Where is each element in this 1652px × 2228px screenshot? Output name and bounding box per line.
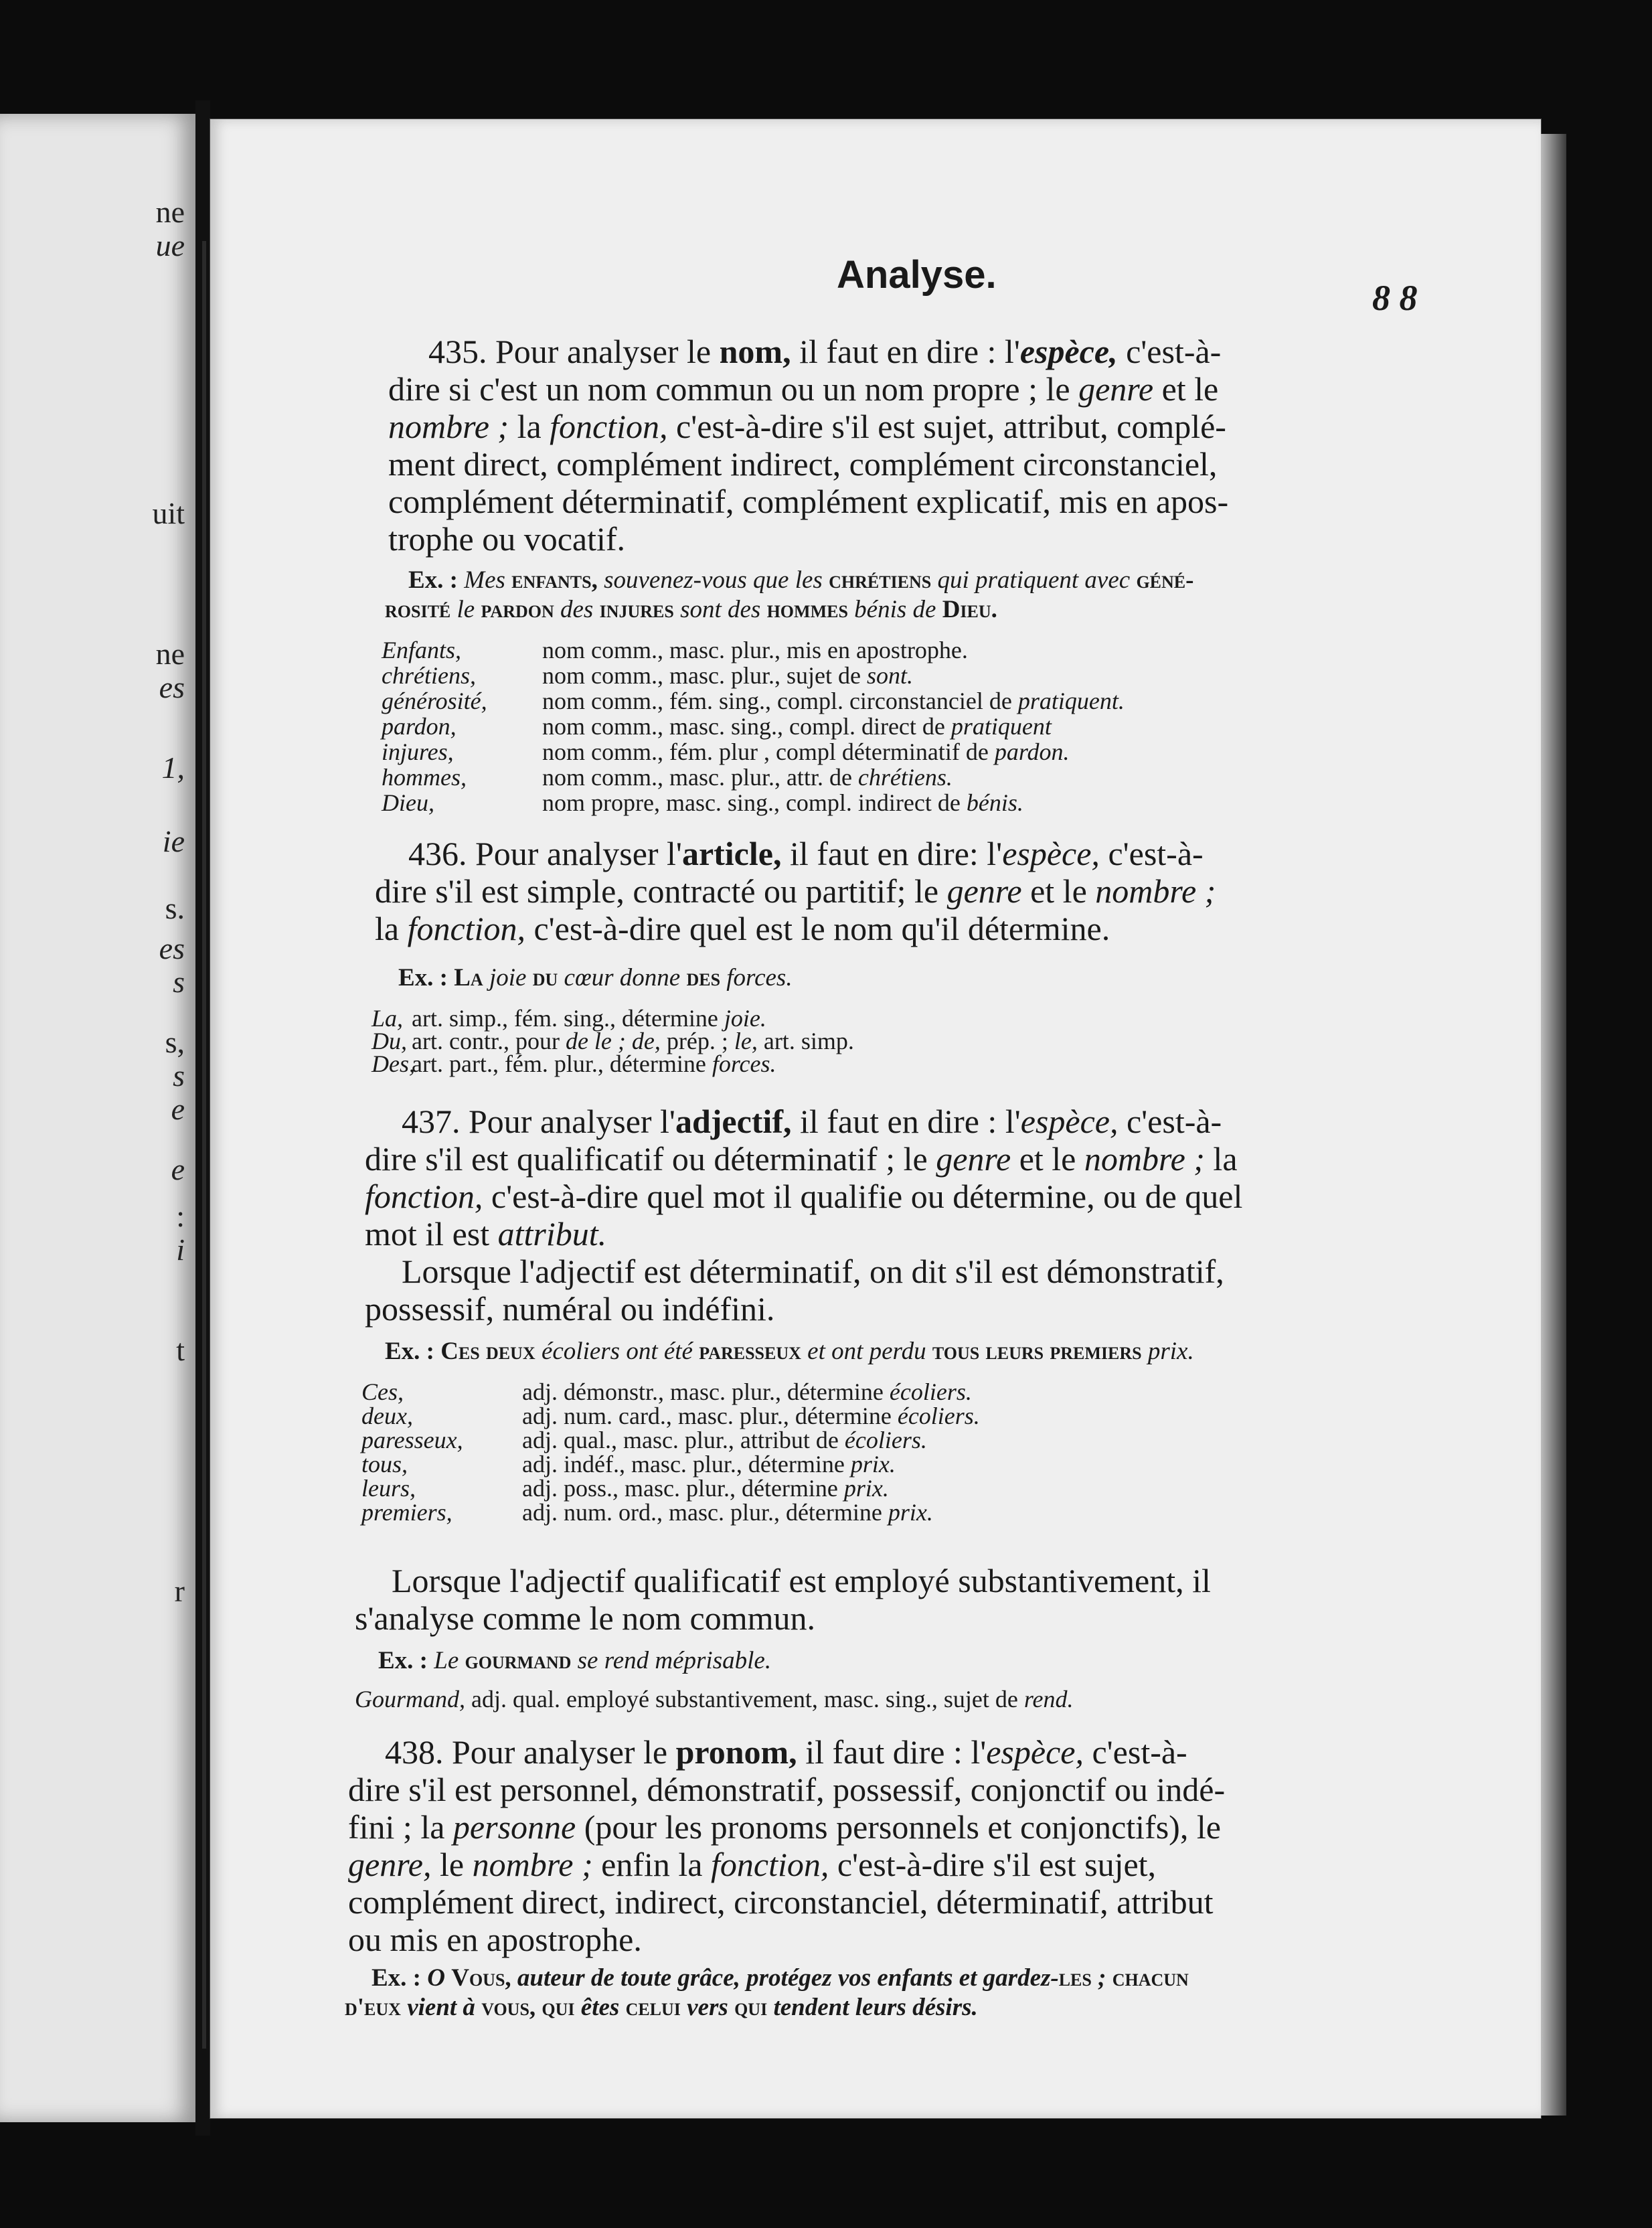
example-437b-line-1 xyxy=(378,1648,771,1673)
example-segment: qui xyxy=(734,1994,768,2021)
left-page-fragment: e xyxy=(171,1152,185,1186)
analysis-description: nom comm., masc. plur., attr. de chrétiens. xyxy=(542,764,953,791)
left-page-fragment: s xyxy=(173,1058,185,1093)
example-segment: les xyxy=(1058,1964,1092,1992)
example-435-line-1 xyxy=(408,568,1193,592)
para-435-line-4: ment direct, complément indirect, complément circonstanciel, xyxy=(388,445,1218,483)
analysis-term: Ces, xyxy=(361,1378,404,1405)
para-438-line-4: genre, le nombre ; enfin la fonction, c'est-à-dire s'il est sujet, xyxy=(348,1846,1157,1883)
example-435-line-2 xyxy=(385,597,997,622)
para-435-line-3: nombre ; la fonction, c'est-à-dire s'il est sujet, attribut, complé- xyxy=(388,408,1226,445)
example-segment: qui pratiquent avec xyxy=(931,566,1137,594)
example-segment: La xyxy=(454,964,483,991)
example-segment: chrétiens xyxy=(829,566,932,594)
left-page-fragment: uit xyxy=(152,496,185,530)
example-segment: Vous, xyxy=(451,1964,511,1992)
example-label: Ex. : xyxy=(398,964,448,991)
example-segment: sont des xyxy=(673,596,767,623)
para-437-line-3: fonction, c'est-à-dire quel mot il qualifie ou détermine, ou de quel xyxy=(365,1178,1243,1215)
para-437b-line-2: s'analyse comme le nom commun. xyxy=(355,1599,816,1637)
example-segment: Mes xyxy=(464,566,512,594)
para-436-line-2: dire s'il est simple, contracté ou partitif; le genre et le nombre ; xyxy=(375,872,1216,910)
analysis-term: hommes, xyxy=(382,764,467,791)
left-page-fragment: ne xyxy=(155,195,185,229)
example-segment: prix. xyxy=(1141,1338,1194,1365)
example-436-line-1 xyxy=(398,965,793,990)
example-segment: qui xyxy=(542,1994,575,2021)
analysis-description: nom comm., fém. sing., compl. circonstanciel de pratiquent. xyxy=(542,688,1125,714)
example-segment: des xyxy=(686,964,721,991)
analysis-term: paresseux, xyxy=(361,1427,463,1453)
example-segment: pardon xyxy=(481,596,554,623)
analysis-description: adj. poss., masc. plur., détermine prix. xyxy=(522,1475,889,1502)
para-438-line-2: dire s'il est personnel, démonstratif, possessif, conjonctif ou indé- xyxy=(348,1771,1226,1808)
analysis-description: art. contr., pour de le ; de, prép. ; le, art. simp. xyxy=(412,1028,854,1054)
example-segment: tendent leurs désirs. xyxy=(767,1994,978,2021)
left-page-fragment: 1, xyxy=(161,750,185,785)
analysis-description: nom comm., masc. plur., sujet de sont. xyxy=(542,662,913,689)
para-435-line-6: trophe ou vocatif. xyxy=(388,520,626,558)
para-438-line-6: ou mis en apostrophe. xyxy=(348,1921,642,1958)
example-segment: paresseux xyxy=(699,1338,801,1365)
page-edge xyxy=(1541,134,1566,2116)
binding-stitch xyxy=(202,241,206,2049)
analysis-term: Enfants, xyxy=(382,637,462,663)
example-segment: se rend méprisable. xyxy=(571,1647,772,1674)
example-segment: hommes xyxy=(766,596,848,623)
para-number: 438. xyxy=(385,1733,444,1771)
analysis-description: nom propre, masc. sing., compl. indirect de bénis. xyxy=(542,789,1023,816)
left-page-fragment: s xyxy=(173,965,185,999)
example-segment: ; xyxy=(1091,1964,1112,1992)
left-page-fragment: : xyxy=(176,1199,185,1233)
example-segment: géné- xyxy=(1136,566,1194,594)
left-page-fragment: s, xyxy=(165,1025,185,1059)
analysis-description: adj. indéf., masc. plur., détermine prix. xyxy=(522,1451,896,1478)
example-segment: Ces deux xyxy=(440,1338,535,1365)
example-segment: cœur donne xyxy=(558,964,687,991)
keyword: adjectif, xyxy=(675,1103,792,1140)
left-page-fragment: ne xyxy=(155,637,185,671)
example-label: Ex. : xyxy=(371,1964,421,1992)
example-segment: des xyxy=(554,596,600,623)
analysis-term: Du, xyxy=(371,1028,407,1054)
left-page-fragment: r xyxy=(174,1574,185,1608)
para-number: 436. xyxy=(408,835,467,872)
example-segment: auteur de toute grâce, protégez vos enfants et gardez- xyxy=(511,1964,1059,1992)
analysis-term: premiers, xyxy=(361,1499,452,1526)
para-435-line-5: complément déterminatif, complément explicatif, mis en apos- xyxy=(388,483,1229,520)
example-437-line-1 xyxy=(385,1339,1194,1364)
para-436-line-1: 436. Pour analyser l'article, il faut en dire: l'espèce, c'est-à- xyxy=(408,835,1204,872)
example-segment: Dieu. xyxy=(942,596,997,623)
para-437-line-4: mot il est attribut. xyxy=(365,1215,607,1253)
example-segment: Le xyxy=(434,1647,465,1674)
example-segment: et ont perdu xyxy=(801,1338,932,1365)
page-title: Analyse. xyxy=(837,253,997,297)
para-435-line-2: dire si c'est un nom commun ou un nom propre ; le genre et le xyxy=(388,370,1219,408)
para-438-line-1: 438. Pour analyser le pronom, il faut dire : l'espèce, c'est-à- xyxy=(385,1733,1187,1771)
para-438-line-5: complément direct, indirect, circonstanciel, déterminatif, attribut xyxy=(348,1883,1214,1921)
example-segment: le xyxy=(450,596,481,623)
example-segment: injures xyxy=(599,596,674,623)
example-segment: O xyxy=(427,1964,452,1992)
analysis-term: pardon, xyxy=(382,713,457,740)
analysis-term: injures, xyxy=(382,738,454,765)
analysis-term: La, xyxy=(371,1005,404,1032)
para-438-line-3: fini ; la personne (pour les pronoms personnels et conjonctifs), le xyxy=(348,1808,1221,1846)
para-436-line-3: la fonction, c'est-à-dire quel est le nom qu'il détermine. xyxy=(375,910,1110,947)
para-435-line-1: 435. Pour analyser le nom, il faut en dire : l'espèce, c'est-à- xyxy=(428,333,1222,370)
example-segment: êtes xyxy=(574,1994,626,2021)
analysis-term: deux, xyxy=(361,1403,413,1429)
keyword: article, xyxy=(681,835,782,872)
left-page-fragment: s. xyxy=(165,891,185,925)
example-segment: tous leurs premiers xyxy=(932,1338,1142,1365)
analysis-row-gourmand: Gourmand, adj. qual. employé substantivement, masc. sing., sujet de rend. xyxy=(355,1686,1074,1713)
analysis-description: adj. num. ord., masc. plur., détermine prix. xyxy=(522,1499,933,1526)
para-number: 435. xyxy=(428,333,487,370)
example-label: Ex. : xyxy=(378,1647,428,1674)
analysis-term: Des, xyxy=(371,1050,415,1077)
left-page-fragment: e xyxy=(171,1092,185,1126)
left-page-fragment: i xyxy=(176,1232,185,1267)
left-page-fragment: es xyxy=(159,931,185,965)
left-page-edge xyxy=(0,114,195,2122)
analysis-term: tous, xyxy=(361,1451,408,1478)
analysis-term: chrétiens, xyxy=(382,662,476,689)
left-page-fragment: es xyxy=(159,670,185,704)
para-437b-line-1: Lorsque l'adjectif qualificatif est employé substantivement, il xyxy=(392,1562,1211,1599)
analysis-description: art. part., fém. plur., détermine forces. xyxy=(412,1050,776,1077)
left-page-fragment: t xyxy=(176,1333,185,1367)
example-segment: rosité xyxy=(385,596,451,623)
para-437-line-6: possessif, numéral ou indéfini. xyxy=(365,1290,775,1328)
example-segment: écoliers ont été xyxy=(535,1338,699,1365)
example-segment: bénis de xyxy=(847,596,942,623)
page-number: 8 8 xyxy=(1372,278,1418,318)
example-segment: forces. xyxy=(720,964,793,991)
example-segment: enfants, xyxy=(511,566,598,594)
para-437-line-5: Lorsque l'adjectif est déterminatif, on dit s'il est démonstratif, xyxy=(402,1253,1224,1290)
para-number: 437. xyxy=(402,1103,461,1140)
example-label: Ex. : xyxy=(385,1338,434,1365)
example-label: Ex. : xyxy=(408,566,458,594)
keyword: pronom, xyxy=(675,1733,797,1771)
left-page-fragment: ue xyxy=(155,228,185,262)
para-437-line-1: 437. Pour analyser l'adjectif, il faut en dire : l'espèce, c'est-à- xyxy=(402,1103,1222,1140)
analysis-description: adj. num. card., masc. plur., détermine écoliers. xyxy=(522,1403,980,1429)
example-segment: souvenez-vous que les xyxy=(597,566,829,594)
para-437-line-2: dire s'il est qualificatif ou déterminatif ; le genre et le nombre ; la xyxy=(365,1140,1238,1178)
example-438-line-1 xyxy=(371,1966,1189,1990)
left-page-fragment: ie xyxy=(162,824,185,858)
analysis-description: adj. qual., masc. plur., attribut de écoliers. xyxy=(522,1427,927,1453)
analysis-description: nom comm., masc. plur., mis en apostrophe. xyxy=(542,637,968,663)
analysis-description: nom comm., masc. sing., compl. direct de pratiquent xyxy=(542,713,1052,740)
example-segment: du xyxy=(532,964,558,991)
example-segment: vers xyxy=(680,1994,735,2021)
example-segment: d'eux xyxy=(345,1994,401,2021)
example-438-line-2 xyxy=(345,1995,978,2020)
example-segment: chacun xyxy=(1112,1964,1189,1992)
keyword: nom, xyxy=(719,333,791,370)
example-segment: gourmand xyxy=(465,1647,572,1674)
analysis-description: adj. démonstr., masc. plur., détermine écoliers. xyxy=(522,1378,972,1405)
example-segment: vient à xyxy=(400,1994,482,2021)
analysis-term: Dieu, xyxy=(382,789,434,816)
example-segment: celui xyxy=(625,1994,681,2021)
analysis-description: nom comm., fém. plur , compl déterminatif de pardon. xyxy=(542,738,1070,765)
example-segment: vous, xyxy=(481,1994,536,2021)
analysis-description: art. simp., fém. sing., détermine joie. xyxy=(412,1005,766,1032)
analysis-term: leurs, xyxy=(361,1475,416,1502)
analysis-term: générosité, xyxy=(382,688,487,714)
example-segment: joie xyxy=(483,964,533,991)
